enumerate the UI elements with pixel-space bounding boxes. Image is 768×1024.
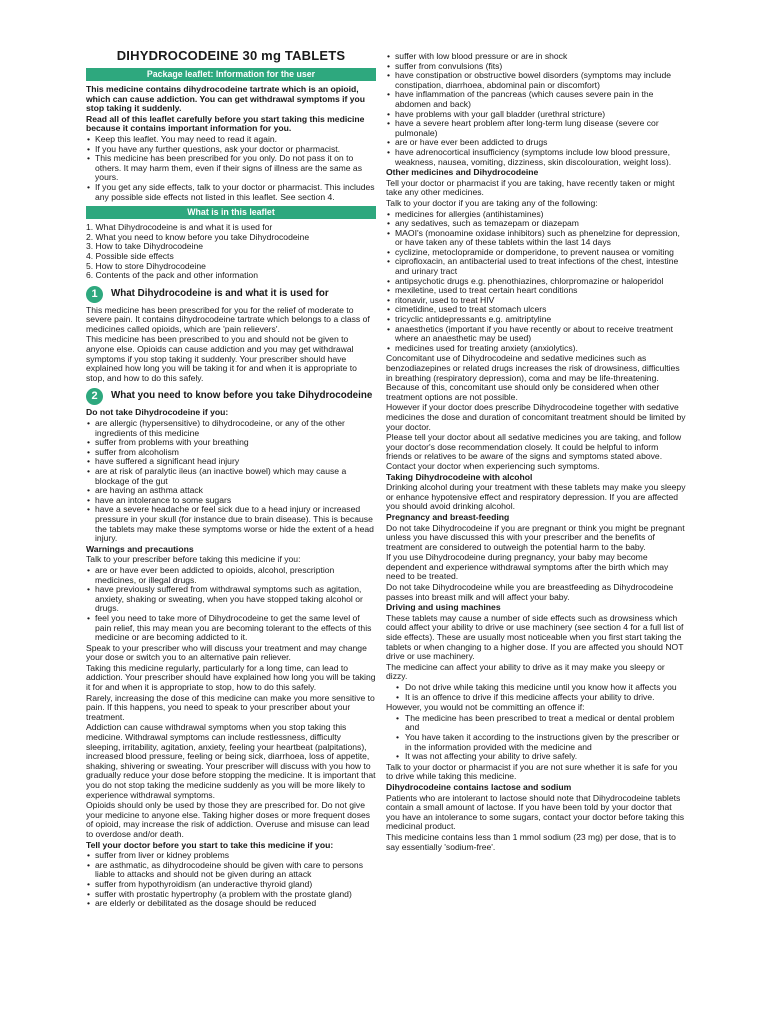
paragraph: Taking this medicine regularly, particularly for a long time, can lead to addiction. Your prescriber should have explained how long you will be taking it for and when it is appropriate to stop, how to do this safely. — [86, 662, 376, 693]
list-item: • cimetidine, used to treat stomach ulcers — [386, 305, 686, 315]
list-item: • Keep this leaflet. You may need to read it again. — [86, 135, 376, 145]
list-item: • If you have any further questions, ask your doctor or pharmacist. — [86, 145, 376, 155]
paragraph: Do not take Dihydrocodeine if you are pregnant or think you might be pregnant unless you have discussed this with your prescriber and the benefits of treatment are considered to outweigh the potential harm to the baby. — [386, 522, 685, 552]
list-item: • tricyclic antidepressants e.g. amitriptyline — [386, 315, 686, 325]
list-item: • are allergic (hypersensitive) to dihydrocodeine, or any of the other ingredients of this medicine — [86, 419, 376, 438]
contents-item: 3. How to take Dihydrocodeine — [86, 241, 204, 252]
paragraph: Concomitant use of Dihydrocodeine and sedative medicines such as benzodiazepines or related drugs increases the risk of drowsiness, difficulties in breathing (respiratory depression), coma and may be life-threatening. Because of this, concomitant use should only be considered when other treatment options are not possible. — [386, 353, 680, 402]
list-item: • It was not affecting your ability to drive safely. — [386, 752, 686, 762]
section-2-heading — [86, 388, 376, 405]
list-item: • are at risk of paralytic ileus (an inactive bowel) which may cause a blockage of the gut — [86, 467, 376, 486]
paragraph: If you use Dihydrocodeine during pregnancy, your baby may become dependent and experience withdrawal symptoms after the birth which may need to be treated. — [386, 552, 669, 582]
list-item: • are elderly or debilitated as the dosage should be reduced — [86, 899, 376, 909]
section-1-heading — [86, 286, 376, 303]
contents-band: What is in this leaflet — [86, 206, 376, 219]
other-medicines-heading: Other medicines and Dihydrocodeine — [386, 167, 539, 178]
paragraph: These tablets may cause a number of side effects such as drowsiness which could affect your ability to drive or use machinery (see section 4 for a full list of side effects). These are usually most noticeable when you first start taking the tablets or when changing to a higher dose. If you are affected you should NOT drive or use machinery. — [386, 612, 684, 662]
paragraph: The medicine can affect your ability to drive as it may make you sleepy or dizzy. — [386, 661, 665, 682]
contents-item: 4. Possible side effects — [86, 250, 174, 261]
list-item: • have suffered a significant head injury — [86, 457, 376, 467]
section-number-badge: 2 — [86, 388, 103, 405]
list-item: • Do not drive while taking this medicine until you know how it affects you — [386, 683, 686, 693]
list-item: • medicines used for treating anxiety (anxiolytics). — [386, 344, 686, 354]
list-item: • MAOI's (monoamine oxidase inhibitors) such as phenelzine for depression, or have taken any of these tablets within the last 14 days — [386, 229, 686, 248]
list-item: • have a severe headache or feel sick due to a head injury or increased pressure in your skull (for instance due to brain disease). This is because the tablets may make these symptoms worse or hide the extent of a head injury. — [86, 505, 376, 543]
list-item: • If you get any side effects, talk to your doctor or pharmacist. This includes any possible side effects not listed in this leaflet. See section 4. — [86, 183, 376, 202]
list-item: • The medicine has been prescribed to treat a medical or dental problem and — [386, 714, 686, 733]
tell-doctor-list-continued — [386, 52, 686, 167]
paragraph: However, you would not be committing an offence if: — [386, 702, 585, 713]
list-item: • suffer from alcoholism — [86, 448, 376, 458]
section-1-paragraph: This medicine has been prescribed to you and should not be given to anyone else. Opioids can cause addiction and you may get withdrawal symptoms if you stop taking it suddenly. Your prescriber should have explained how long you will be taking it for and when it is appropriate to stop, and how to do this safely. — [86, 334, 357, 383]
list-item: • are having an asthma attack — [86, 486, 376, 496]
do-not-take-heading: Do not take Dihydrocodeine if you: — [86, 407, 229, 418]
list-item: • suffer with low blood pressure or are in shock — [386, 52, 686, 62]
paragraph: Please tell your doctor about all sedative medicines you are taking, and follow your doctor's dose recommendation closely. It could be helpful to inform friends or relatives to be aware of the signs and symptoms stated above. Contact your doctor when experiencing such symptoms. — [386, 432, 682, 471]
list-item: • ritonavir, used to treat HIV — [386, 296, 686, 306]
section-1-paragraph: This medicine has been prescribed for you for the relief of moderate to severe pain. It contains dihydrocodeine tartrate which belongs to a class of medicines called opioids, which are 'pain relievers'. — [86, 304, 370, 334]
driving-heading: Driving and using machines — [386, 602, 501, 613]
paragraph: Speak to your prescriber who will discuss your treatment and may change your dose or switch you to an alternative pain reliever. — [86, 642, 367, 663]
warnings-list — [86, 566, 376, 643]
list-item: • mexiletine, used to treat certain heart conditions — [386, 286, 686, 296]
list-item: • suffer from hypothyroidism (an underactive thyroid gland) — [86, 880, 376, 890]
pregnancy-heading: Pregnancy and breast-feeding — [386, 511, 510, 522]
contents-item: 1. What Dihydrocodeine is and what it is used for — [86, 222, 273, 233]
contents-item: 2. What you need to know before you take Dihydrocodeine — [86, 231, 310, 242]
other-medicines-list — [386, 210, 686, 354]
list-item: • have previously suffered from withdrawal symptoms such as agitation, anxiety, shaking or sweating, when you have stopped taking alcohol or drugs. — [86, 585, 376, 614]
list-item: • You have taken it according to the instructions given by the prescriber or in the information provided with the medicine and — [386, 733, 686, 752]
list-item: • antipsychotic drugs e.g. phenothiazines, chlorpromazine or haloperidol — [386, 277, 686, 287]
list-item: • are or have ever been addicted to opioids, alcohol, prescription medicines, or illegal drugs. — [86, 566, 376, 585]
alcohol-heading: Taking Dihydrocodeine with alcohol — [386, 471, 533, 482]
list-item: • have inflammation of the pancreas (which causes severe pain in the abdomen and back) — [386, 90, 686, 109]
do-not-take-list — [86, 419, 376, 544]
list-item: • are or have ever been addicted to drugs — [386, 138, 686, 148]
paragraph: Talk to your doctor if you are taking any of the following: — [386, 197, 598, 208]
list-item: • any sedatives, such as temazepam or diazepam — [386, 219, 686, 229]
read-all-text: Read all of this leaflet carefully before you start taking this medicine because it contains important information for you. — [86, 113, 365, 134]
paragraph: Addiction can cause withdrawal symptoms when you stop taking this medicine. Withdrawal symptoms can include restlessness, difficulty sleeping, irritability, agitation, anxiety, feeling your heartbeat (palpitations), increased blood pressure, feeling or being sick, diarrhoea, loss of appetite, shaking, shivering or sweating. Your prescriber will discuss with you how to gradually reduce your dose before stopping the medicine. It is important that you do not stop taking the medicine suddenly as you will be more likely to experience withdrawal symptoms. — [86, 722, 376, 800]
document-title: DIHYDROCODEINE 30 mg TABLETS — [116, 48, 346, 63]
driving-list — [386, 683, 686, 702]
list-item: • have an intolerance to some sugars — [86, 496, 376, 506]
contents-list — [86, 223, 376, 281]
list-item: • feel you need to take more of Dihydrocodeine to get the same level of pain relief, this may mean you are becoming tolerant to the effects of this medicine or are becoming addicted to it. — [86, 614, 376, 643]
list-item: • are asthmatic, as dihydrocodeine should be given with care to persons liable to attacks and should not be given during an attack — [86, 861, 376, 880]
offence-list — [386, 714, 686, 762]
paragraph: Rarely, increasing the dose of this medicine can make you more sensitive to pain. If this happens, you need to speak to your prescriber about your treatment. — [86, 692, 375, 722]
contents-item: 6. Contents of the pack and other information — [86, 270, 258, 281]
section-number-badge: 1 — [86, 286, 103, 303]
contents-item: 5. How to store Dihydrocodeine — [86, 260, 206, 271]
list-item: • suffer with prostatic hypertrophy (a problem with the prostate gland) — [86, 890, 376, 900]
section-1-title: What Dihydrocodeine is and what it is used for — [111, 287, 329, 299]
list-item: • suffer from liver or kidney problems — [86, 851, 376, 861]
warnings-heading: Warnings and precautions — [86, 543, 194, 554]
paragraph: Drinking alcohol during your treatment with these tablets may make you sleepy or enhance hypotensive effect and respiratory depression. If you are affected you should avoid drinking alcohol. — [386, 482, 686, 512]
warnings-intro: Talk to your prescriber before taking this medicine if you: — [86, 554, 301, 565]
list-item: • have problems with your gall bladder (urethral stricture) — [386, 110, 686, 120]
tell-doctor-heading: Tell your doctor before you start to take this medicine if you: — [86, 839, 334, 850]
leaflet-band: Package leaflet: Information for the user — [86, 68, 376, 81]
paragraph: Patients who are intolerant to lactose should note that Dihydrocodeine tablets contain a small amount of lactose. If you have been told by your doctor that you have an intolerance to some sugars, contact your doctor before taking this medicinal product. — [386, 792, 685, 832]
paragraph: Tell your doctor or pharmacist if you are taking, have recently taken or might take any other medicines. — [386, 177, 675, 198]
paragraph: Opioids should only be used by those they are prescribed for. Do not give your medicine to anyone else. Taking higher doses or more frequent doses of opioid, may increase the risk of addiction. Overuse and misuse can lead to overdose and/or death. — [86, 800, 371, 839]
read-bullets — [86, 135, 376, 202]
lactose-heading: Dihydrocodeine contains lactose and sodium — [386, 781, 572, 792]
right-column — [386, 52, 686, 853]
intro-warning: This medicine contains dihydrocodeine tartrate which is an opioid, which can cause addiction. You can get withdrawal symptoms if you stop taking it suddenly. — [86, 84, 366, 114]
list-item: • ciprofloxacin, an antibacterial used to treat infections of the chest, intestine and urinary tract — [386, 257, 686, 276]
list-item: • suffer from problems with your breathing — [86, 438, 376, 448]
section-2-title: What you need to know before you take Dihydrocodeine — [111, 390, 373, 402]
list-item: • This medicine has been prescribed for you only. Do not pass it on to others. It may harm them, even if their signs of illness are the same as yours. — [86, 154, 376, 183]
paragraph: However if your doctor does prescribe Dihydrocodeine together with sedative medicines the dose and duration of concomitant treatment should be limited by your doctor. — [386, 402, 686, 432]
paragraph: This medicine contains less than 1 mmol sodium (23 mg) per dose, that is to say essentially 'sodium-free'. — [386, 831, 676, 852]
list-item: • have adrenocortical insufficiency (symptoms include low blood pressure, weakness, nausea, vomiting, dizziness, skin discolouration, weight loss). — [386, 148, 686, 167]
list-item: • cyclizine, metoclopramide or domperidone, to prevent nausea or vomiting — [386, 248, 686, 258]
list-item: • medicines for allergies (antihistamines) — [386, 210, 686, 220]
list-item: • have a severe heart problem after long-term lung disease (severe cor pulmonale) — [386, 119, 686, 138]
list-item: • It is an offence to drive if this medicine affects your ability to drive. — [386, 693, 686, 703]
list-item: • suffer from convulsions (fits) — [386, 62, 686, 72]
list-item: • anaesthetics (important if you have recently or about to receive treatment where an anaesthetic may be used) — [386, 325, 686, 344]
paragraph: Talk to your doctor or pharmacist if you are not sure whether it is safe for you to drive while taking this medicine. — [386, 761, 678, 782]
list-item: • have constipation or obstructive bowel disorders (symptoms may include constipation, diarrhoea, abdominal pain or discomfort) — [386, 71, 686, 90]
left-column — [86, 48, 376, 910]
tell-doctor-list — [86, 851, 376, 909]
paragraph: Do not take Dihydrocodeine while you are breastfeeding as Dihydrocodeine passes into breast milk and will affect your baby. — [386, 582, 674, 602]
